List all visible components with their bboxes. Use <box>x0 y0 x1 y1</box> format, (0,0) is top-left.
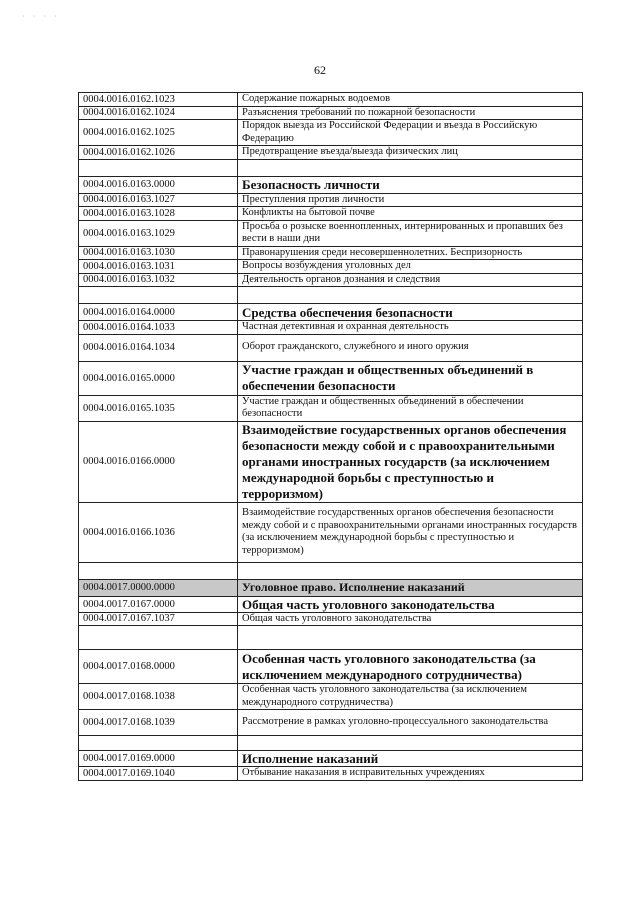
section-row <box>79 596 583 612</box>
description-cell: Конфликты на бытовой почве <box>238 207 583 221</box>
description-cell: Предотвращение въезда/выезда физических лиц <box>238 146 583 160</box>
code-cell <box>79 287 238 304</box>
table-row <box>79 106 583 120</box>
code-cell: 0004.0016.0165.0000 <box>79 361 238 395</box>
description-cell: Общая часть уголовного законодательства <box>238 612 583 626</box>
table-row <box>79 767 583 781</box>
table-row <box>79 395 583 421</box>
table-row <box>79 193 583 207</box>
table-body <box>79 93 583 781</box>
description-cell: Рассмотрение в рамках уголовно-процессуального законодательства <box>238 710 583 736</box>
code-cell: 0004.0016.0163.1029 <box>79 220 238 246</box>
code-cell: 0004.0016.0163.1027 <box>79 193 238 207</box>
description-cell <box>238 626 583 650</box>
table-row <box>79 260 583 274</box>
code-cell: 0004.0016.0162.1025 <box>79 120 238 146</box>
table-row <box>79 273 583 287</box>
description-cell: Участие граждан и общественных объединений в обеспечении безопасности <box>238 395 583 421</box>
section-row <box>79 176 583 193</box>
code-cell: 0004.0017.0167.1037 <box>79 612 238 626</box>
description-cell: Общая часть уголовного законодательства <box>238 596 583 612</box>
description-cell: Участие граждан и общественных объединений в обеспечении безопасности <box>238 361 583 395</box>
code-cell <box>79 626 238 650</box>
description-cell: Особенная часть уголовного законодательства (за исключением международного сотрудничества) <box>238 650 583 684</box>
table-row <box>79 207 583 221</box>
description-cell: Особенная часть уголовного законодательства (за исключением международного сотрудничества) <box>238 684 583 710</box>
table-row <box>79 120 583 146</box>
description-cell: Преступления против личности <box>238 193 583 207</box>
table-row <box>79 246 583 260</box>
description-cell <box>238 159 583 176</box>
code-cell: 0004.0016.0165.1035 <box>79 395 238 421</box>
code-cell <box>79 159 238 176</box>
code-cell <box>79 736 238 751</box>
page-number: 62 <box>314 63 326 77</box>
blank-row <box>79 736 583 751</box>
code-cell: 0004.0016.0164.1033 <box>79 321 238 335</box>
description-cell: Правонарушения среди несовершеннолетних. Беспризорность <box>238 246 583 260</box>
table-row <box>79 612 583 626</box>
section-row <box>79 304 583 321</box>
description-cell: Порядок выезда из Российской Федерации и въезда в Российскую Федерацию <box>238 120 583 146</box>
blank-row <box>79 562 583 579</box>
code-cell: 0004.0017.0000.0000 <box>79 579 238 596</box>
description-cell: Уголовное право. Исполнение наказаний <box>238 579 583 596</box>
code-cell: 0004.0016.0162.1024 <box>79 106 238 120</box>
section-row <box>79 650 583 684</box>
code-cell: 0004.0016.0163.0000 <box>79 176 238 193</box>
table-row <box>79 220 583 246</box>
code-cell: 0004.0016.0163.1031 <box>79 260 238 274</box>
code-cell: 0004.0017.0169.1040 <box>79 767 238 781</box>
section-row <box>79 751 583 767</box>
code-cell: 0004.0016.0163.1032 <box>79 273 238 287</box>
description-cell: Исполнение наказаний <box>238 751 583 767</box>
code-cell: 0004.0017.0167.0000 <box>79 596 238 612</box>
code-cell: 0004.0016.0162.1026 <box>79 146 238 160</box>
description-cell: Средства обеспечения безопасности <box>238 304 583 321</box>
description-cell: Просьба о розыске военнопленных, интернированных и пропавших без вести в наши дни <box>238 220 583 246</box>
code-cell: 0004.0016.0164.0000 <box>79 304 238 321</box>
description-cell: Оборот гражданского, служебного и иного оружия <box>238 334 583 361</box>
section-row <box>79 421 583 502</box>
code-cell: 0004.0016.0162.1023 <box>79 93 238 107</box>
description-cell: Разъяснения требований по пожарной безопасности <box>238 106 583 120</box>
code-cell: 0004.0016.0163.1030 <box>79 246 238 260</box>
table-row <box>79 334 583 361</box>
code-cell: 0004.0016.0166.1036 <box>79 502 238 562</box>
description-cell: Отбывание наказания в исправительных учреждениях <box>238 767 583 781</box>
code-cell: 0004.0016.0164.1034 <box>79 334 238 361</box>
description-cell <box>238 736 583 751</box>
description-cell: Деятельность органов дознания и следствия <box>238 273 583 287</box>
code-cell: 0004.0016.0166.0000 <box>79 421 238 502</box>
description-cell: Содержание пожарных водоемов <box>238 93 583 107</box>
code-cell: 0004.0017.0169.0000 <box>79 751 238 767</box>
blank-row <box>79 626 583 650</box>
description-cell: Вопросы возбуждения уголовных дел <box>238 260 583 274</box>
section-row <box>79 579 583 596</box>
table-row <box>79 93 583 107</box>
blank-row <box>79 159 583 176</box>
description-cell: Взаимодействие государственных органов обеспечения безопасности между собой и с правоохранительными органами иностранных государств (за исключением международной борьбы с преступностью и терроризмом) <box>238 421 583 502</box>
table-row <box>79 710 583 736</box>
section-row <box>79 361 583 395</box>
description-cell: Безопасность личности <box>238 176 583 193</box>
blank-row <box>79 287 583 304</box>
table-row <box>79 146 583 160</box>
table-row <box>79 321 583 335</box>
code-cell: 0004.0017.0168.0000 <box>79 650 238 684</box>
description-cell <box>238 562 583 579</box>
description-cell <box>238 287 583 304</box>
description-cell: Взаимодействие государственных органов обеспечения безопасности между собой и с правоохранительными органами иностранных государств (за исключением международной борьбы с преступностью и терроризмом) <box>238 502 583 562</box>
code-cell: 0004.0016.0163.1028 <box>79 207 238 221</box>
code-cell <box>79 562 238 579</box>
description-cell: Частная детективная и охранная деятельность <box>238 321 583 335</box>
code-cell: 0004.0017.0168.1038 <box>79 684 238 710</box>
table-row <box>79 502 583 562</box>
scan-mark: · · · · <box>22 12 60 21</box>
code-cell: 0004.0017.0168.1039 <box>79 710 238 736</box>
table-row <box>79 684 583 710</box>
classifier-table <box>78 92 583 781</box>
